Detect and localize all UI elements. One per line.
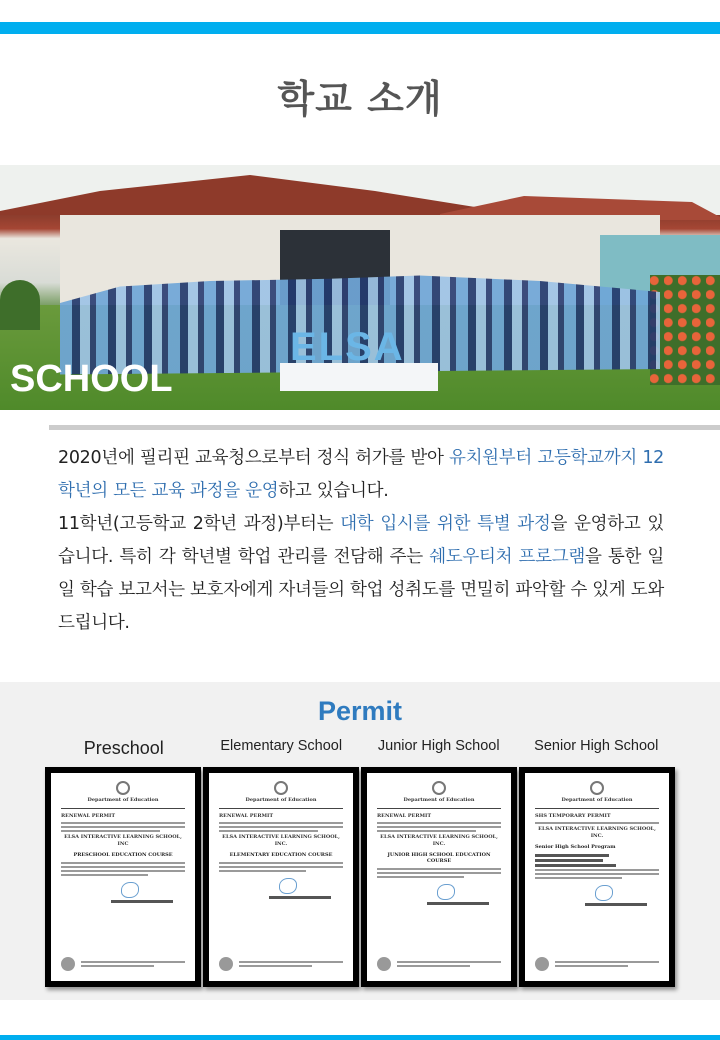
signature-icon: [595, 885, 613, 901]
doc-permit-type: RENEWAL PERMIT: [219, 813, 274, 819]
permit-doc-senior-high[interactable]: [519, 767, 675, 987]
doc-text-line: [377, 822, 501, 824]
intro-text-span: 받아: [410, 448, 444, 468]
permit-doc-elementary[interactable]: [203, 767, 359, 987]
doc-text-line: [219, 822, 343, 824]
permit-section: [0, 682, 720, 1000]
doc-school-name: ELSA INTERACTIVE LEARNING SCHOOL, INC: [64, 834, 182, 847]
deped-seal-icon: [274, 781, 288, 795]
doc-signatory: [427, 902, 489, 905]
doc-footer: [377, 957, 501, 971]
document-page: [209, 773, 353, 981]
intro-text-span: 을 통한 일일 학습 보고서는 보호자에게 자녀들의 학업 성취도를 면밀히 파악할 수 있게 도와드립니다.: [58, 547, 664, 633]
doc-course: Senior High School Program: [535, 844, 616, 850]
doc-text-line: [219, 862, 343, 864]
doc-rule: [61, 808, 185, 809]
intro-highlight: 쉐도우티처 프로그램: [429, 547, 585, 567]
deped-seal-icon: [116, 781, 130, 795]
doc-school-name: ELSA INTERACTIVE LEARNING SCHOOL, INC.: [222, 834, 340, 847]
intro-text-span: 을 운영하고 있습니다. 특히 각 학년별 학업 관리를 전담해 주는: [58, 514, 664, 567]
permit-label-junior-high: Junior High School: [377, 738, 500, 754]
doc-rule: [535, 808, 659, 809]
doc-permit-type: RENEWAL PERMIT: [377, 813, 432, 819]
intro-text: [58, 442, 664, 640]
elsa-sign: ELSA: [290, 325, 405, 369]
doc-text-line: [61, 870, 185, 872]
document-page: [51, 773, 195, 981]
doc-footer: [61, 957, 185, 971]
doc-text-line: [535, 877, 622, 879]
deped-seal-icon: [432, 781, 446, 795]
doc-text-line: [535, 822, 659, 824]
doc-permit-type: RENEWAL PERMIT: [61, 813, 116, 819]
doc-header: Department of Education: [245, 797, 317, 803]
footer-seal-icon: [219, 957, 233, 971]
doc-text-line: [377, 872, 501, 874]
flower-bush-right: [650, 275, 720, 385]
doc-signatory: [585, 903, 647, 906]
document-page: [367, 773, 511, 981]
doc-text-line: [535, 873, 659, 875]
doc-signatory: [269, 896, 331, 899]
intro-text-span: 하고 있습니다.: [278, 481, 389, 501]
doc-course: PRESCHOOL EDUCATION COURSE: [73, 852, 173, 858]
permit-label-senior-high: Senior High School: [534, 738, 659, 754]
doc-footer-text: [397, 959, 501, 969]
doc-school-name: ELSA INTERACTIVE LEARNING SCHOOL, INC.: [538, 826, 656, 839]
doc-text-line: [535, 859, 603, 862]
doc-school-name: ELSA INTERACTIVE LEARNING SCHOOL, INC.: [380, 834, 498, 847]
doc-text-line: [219, 830, 318, 832]
doc-signatory: [111, 900, 173, 903]
doc-text-line: [535, 869, 659, 871]
doc-text-line: [61, 862, 185, 864]
bottom-accent-bar: [0, 1035, 720, 1040]
doc-rule: [219, 808, 343, 809]
doc-text-line: [219, 826, 343, 828]
hero-overlay-label: SCHOOL: [10, 358, 173, 400]
doc-footer-text: [239, 959, 343, 969]
shrub-left: [0, 280, 40, 330]
intro-text-span: 2020년에 필리핀 교육청으로부터 정식 허가를: [58, 448, 411, 468]
intro-highlight: 대학 입시를 위한 특별 과정: [340, 514, 551, 534]
doc-text-line: [377, 876, 464, 878]
doc-text-line: [219, 866, 343, 868]
permit-labels: [45, 738, 675, 759]
intro-text-span: 11학년(고등학교 2학년 과정)부터는: [58, 514, 341, 534]
doc-course: JUNIOR HIGH SCHOOL EDUCATION COURSE: [387, 852, 491, 864]
signature-icon: [279, 878, 297, 894]
permit-label-elementary: Elementary School: [220, 738, 343, 754]
doc-footer: [219, 957, 343, 971]
doc-permit-type: SHS TEMPORARY PERMIT: [535, 813, 611, 819]
permit-title: Permit: [317, 696, 403, 726]
doc-text-line: [377, 826, 501, 828]
doc-text-line: [61, 874, 148, 876]
doc-rule: [377, 808, 501, 809]
doc-text-line: [61, 822, 185, 824]
doc-header: Department of Education: [403, 797, 475, 803]
doc-footer: [535, 957, 659, 971]
footer-seal-icon: [377, 957, 391, 971]
doc-header: Department of Education: [87, 797, 159, 803]
doc-text-line: [377, 830, 476, 832]
deped-seal-icon: [590, 781, 604, 795]
page-title: 학교 소개: [277, 77, 443, 121]
footer-seal-icon: [61, 957, 75, 971]
permit-doc-preschool[interactable]: [45, 767, 201, 987]
doc-footer-text: [81, 959, 185, 969]
doc-text-line: [61, 830, 160, 832]
doc-text-line: [377, 868, 501, 870]
intro-paragraph-1: [58, 442, 664, 508]
doc-footer-text: [555, 959, 659, 969]
document-page: [525, 773, 669, 981]
signature-icon: [121, 882, 139, 898]
footer-seal-icon: [535, 957, 549, 971]
permit-doc-junior-high[interactable]: [361, 767, 517, 987]
signature-icon: [437, 884, 455, 900]
doc-text-line: [61, 866, 185, 868]
doc-text-line: [219, 870, 306, 872]
doc-text-line: [535, 854, 609, 857]
permit-documents: [45, 767, 675, 987]
intro-paragraph-2: [58, 508, 664, 640]
top-accent-bar: [0, 22, 720, 34]
doc-text-line: [535, 864, 616, 867]
permit-label-preschool: Preschool: [83, 738, 164, 758]
doc-course: ELEMENTARY EDUCATION COURSE: [229, 852, 333, 858]
doc-header: Department of Education: [561, 797, 633, 803]
intro-highlight: 유치원부터 고등학교까지 12학년의 모든 교육 과정을 운영: [58, 448, 664, 501]
section-divider: [49, 425, 720, 430]
doc-text-line: [61, 826, 185, 828]
